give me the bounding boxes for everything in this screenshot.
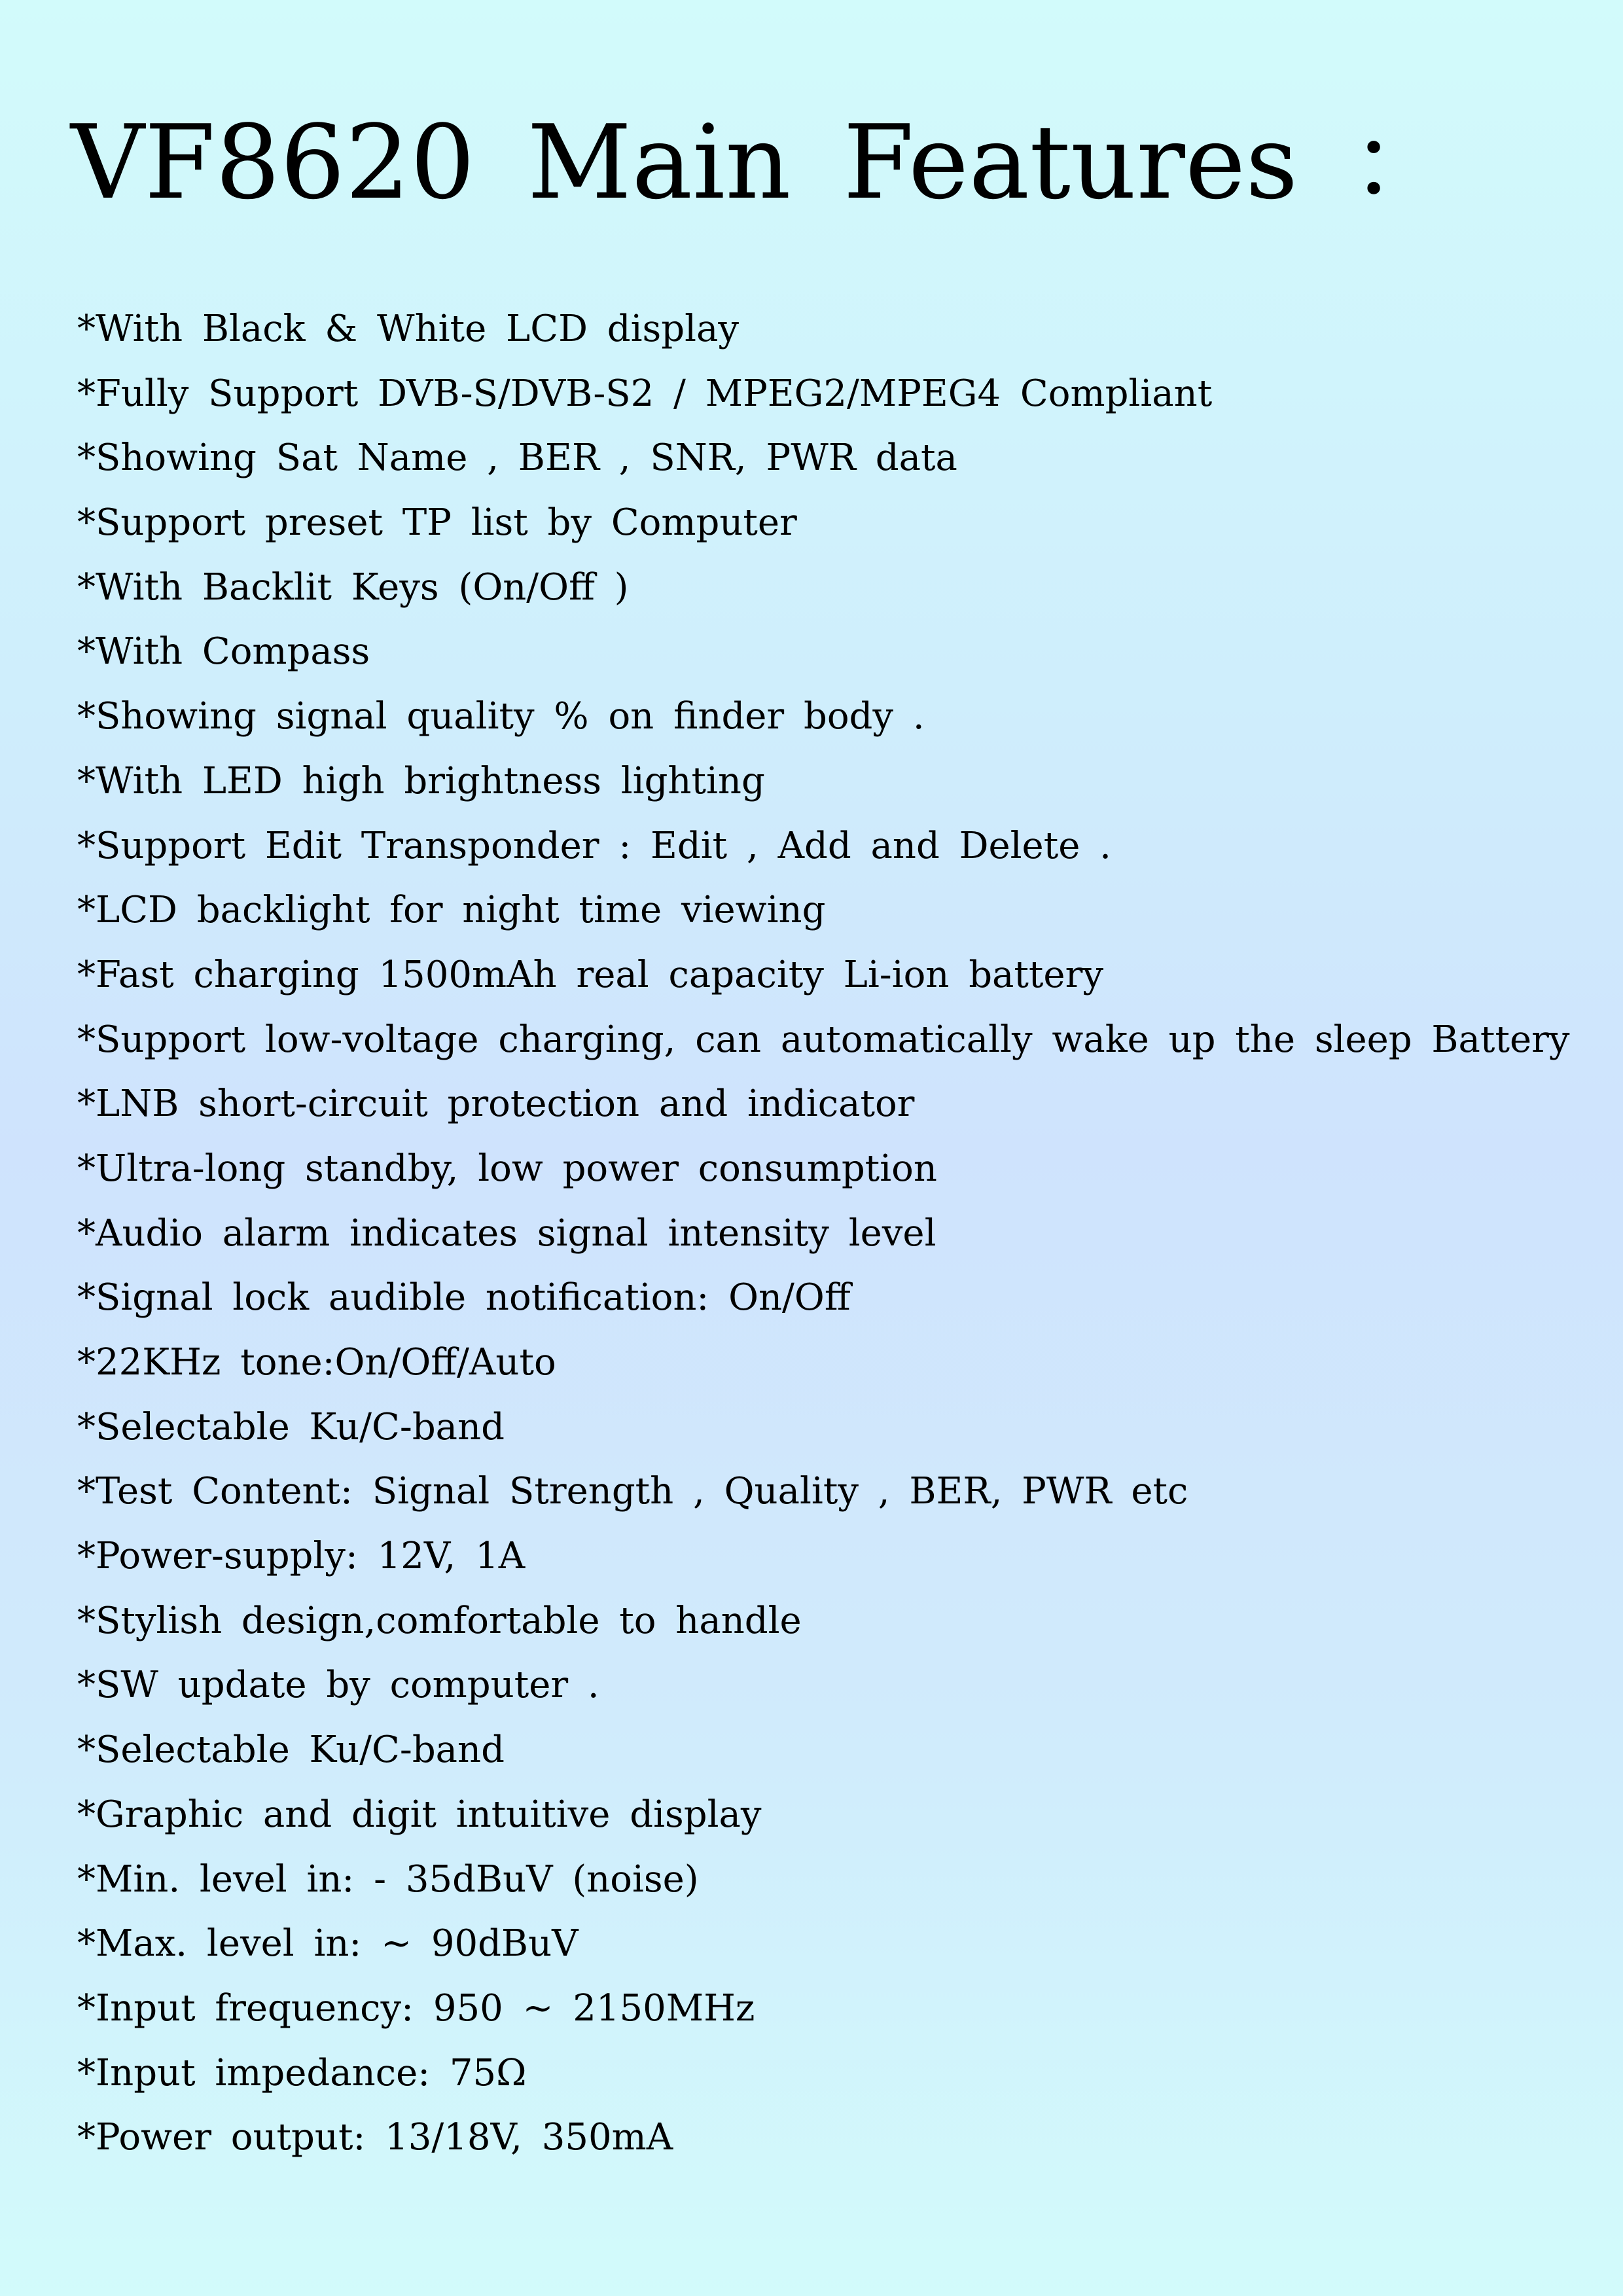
feature-item: *LCD backlight for night time viewing [77,889,826,932]
feature-item: *Support preset TP list by Computer [77,501,797,545]
feature-item: *Support Edit Transponder : Edit , Add and Delete . [77,824,1111,867]
feature-item: *Fully Support DVB-S/DVB-S2 / MPEG2/MPEG4 Compliant [77,372,1213,415]
feature-item: *Power-supply: 12V, 1A [77,1535,526,1578]
feature-item: *Graphic and digit intuitive display [77,1793,762,1836]
feature-item: *Max. level in: ~ 90dBuV [77,1922,579,1965]
feature-item: *Selectable Ku/C-band [77,1405,505,1448]
feature-item: *Fast charging 1500mAh real capacity Li-ion battery [77,953,1103,996]
feature-item: *Input frequency: 950 ~ 2150MHz [77,1986,755,2030]
feature-item: *Stylish design,comfortable to handle [77,1599,802,1642]
feature-item: *Support low-voltage charging, can automatically wake up the sleep Battery [77,1018,1570,1061]
feature-item: *With Backlit Keys (On/Off ) [77,565,629,609]
document-title: VF8620 Main Features ： [71,103,1452,222]
feature-item: *LNB short-circuit protection and indicator [77,1083,915,1126]
feature-item: *Showing Sat Name , BER , SNR, PWR data [77,437,957,480]
feature-item: *Test Content: Signal Strength , Quality , BER, PWR etc [77,1470,1188,1513]
feature-item: *With Compass [77,630,370,673]
feature-item: *22KHz tone:On/Off/Auto [77,1341,556,1384]
feature-item: *SW update by computer . [77,1664,599,1707]
feature-item: *Power output: 13/18V, 350mA [77,2116,673,2159]
feature-item: *Input impedance: 75Ω [77,2051,527,2094]
feature-item: *Signal lock audible notification: On/Off [77,1276,851,1319]
feature-item: *With Black & White LCD display [77,308,740,350]
feature-item: *Min. level in: - 35dBuV (noise) [77,1857,699,1901]
feature-item: *Ultra-long standby, low power consumption [77,1147,937,1190]
feature-item: *Selectable Ku/C-band [77,1729,505,1772]
feature-list [77,306,1602,2179]
feature-item: *Audio alarm indicates signal intensity level [77,1211,936,1255]
feature-item: *Showing signal quality % on finder body . [77,695,925,738]
feature-item: *With LED high brightness lighting [77,759,765,802]
